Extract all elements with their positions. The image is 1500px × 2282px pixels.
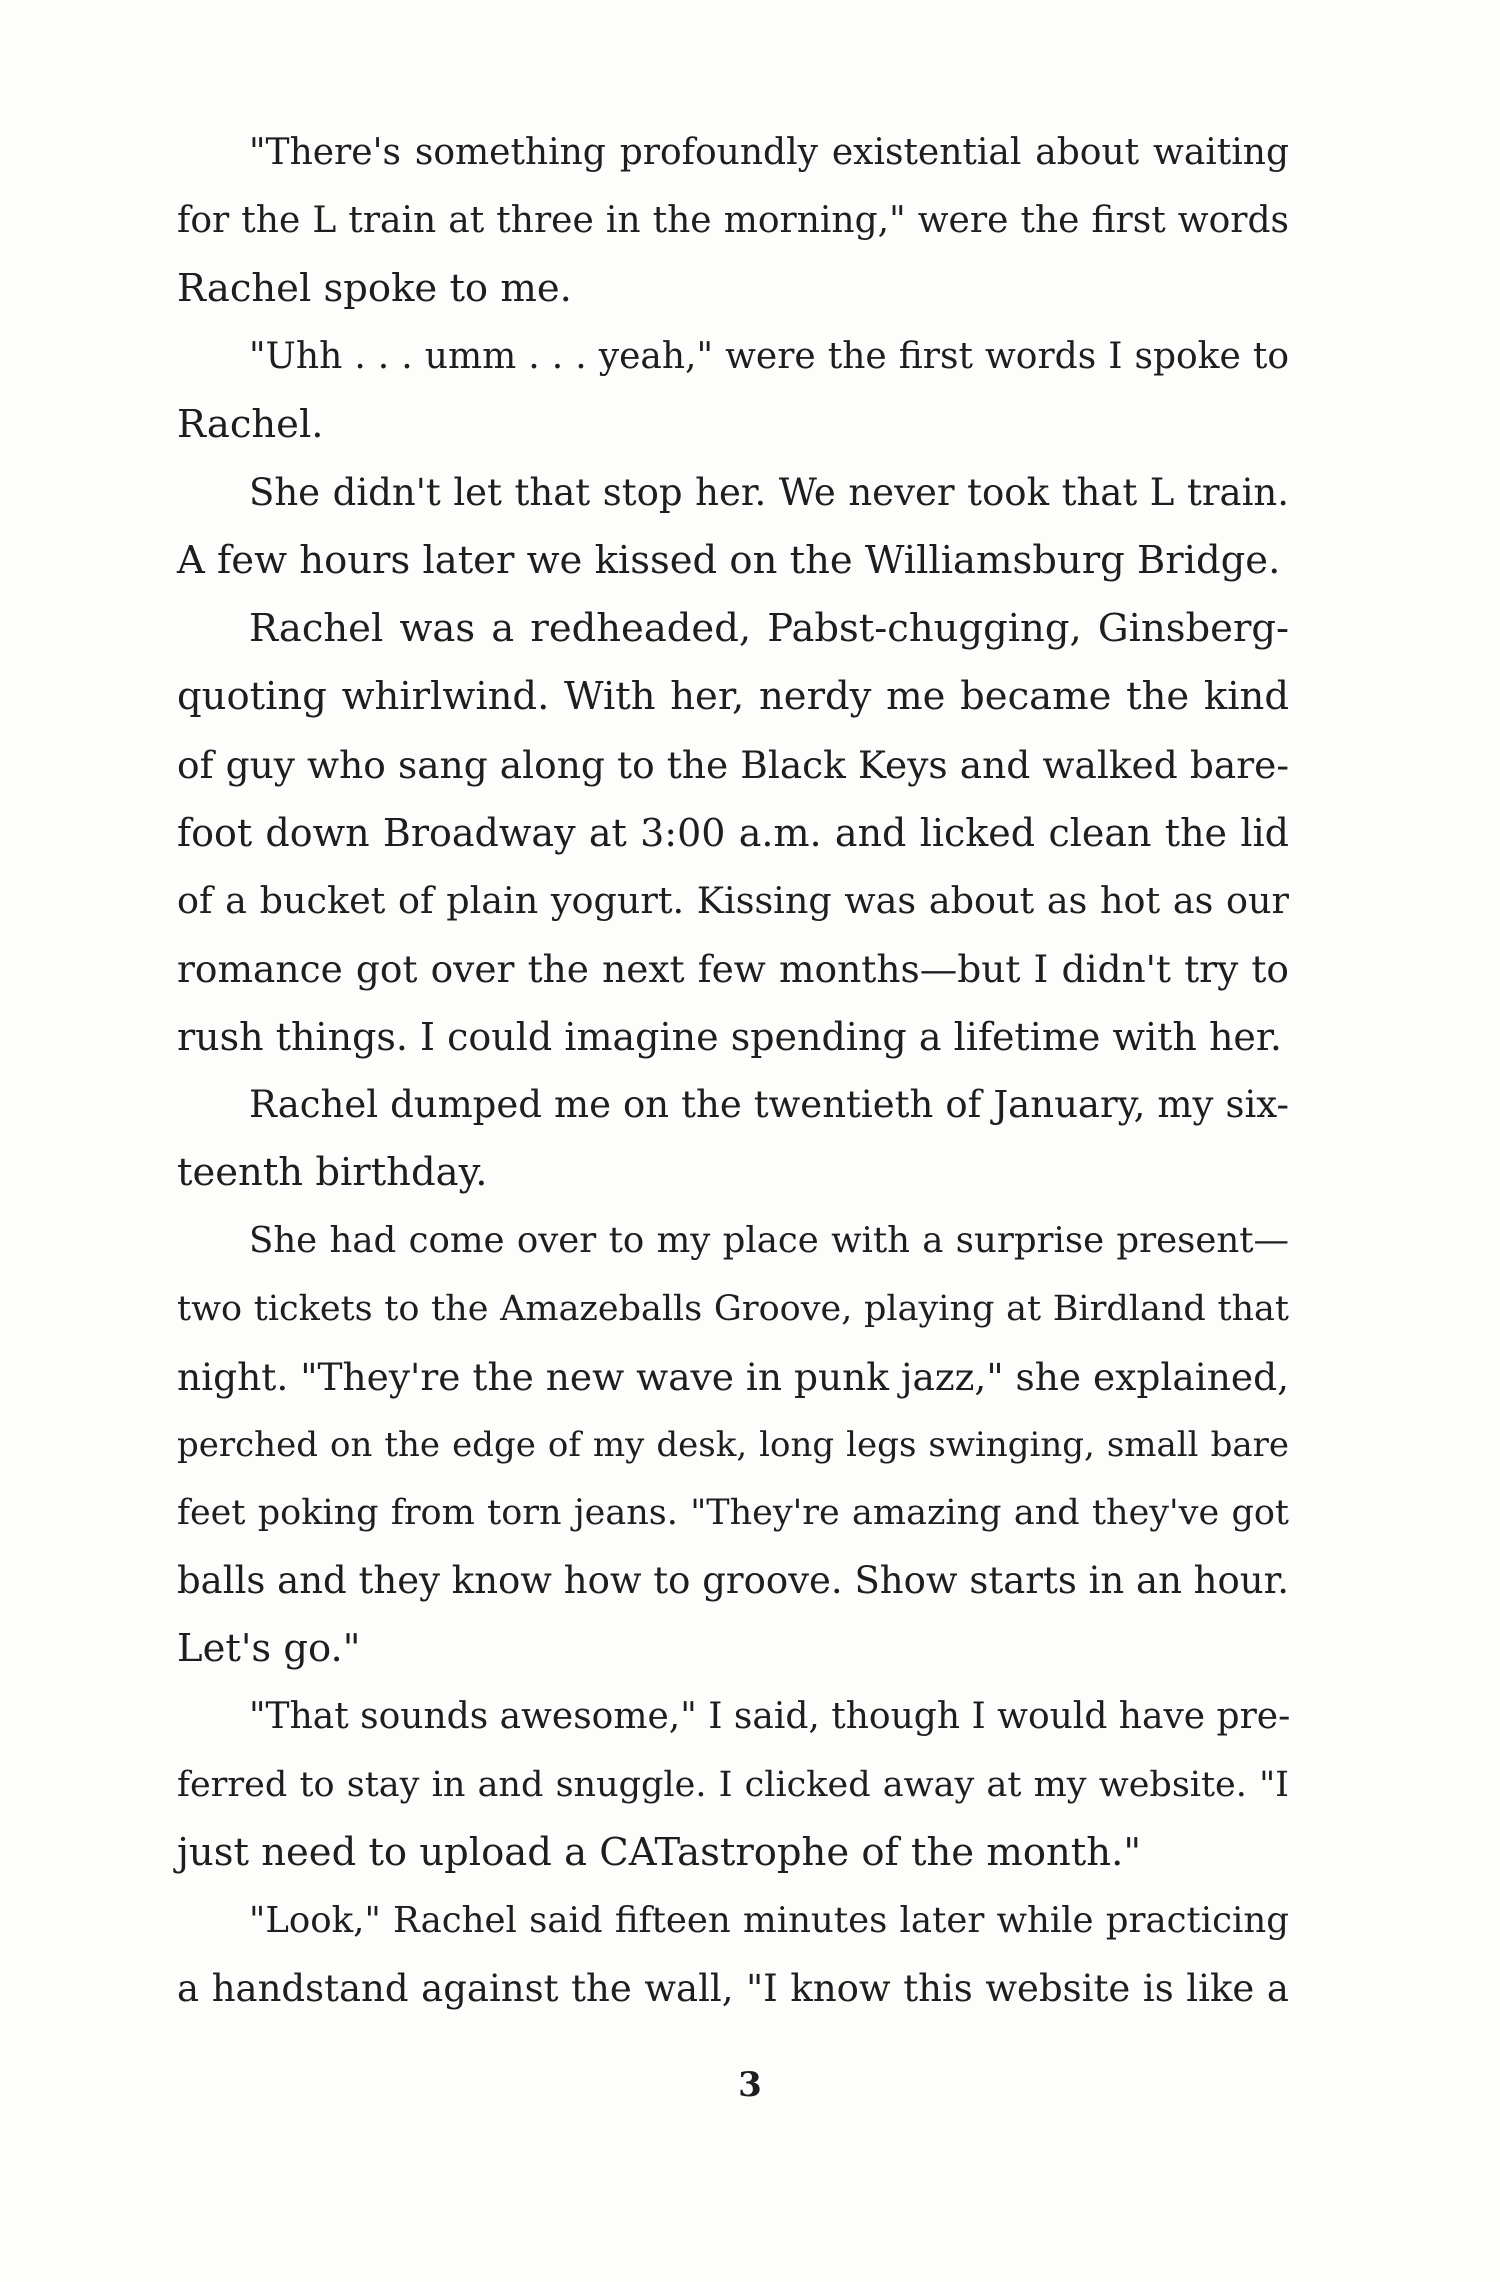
page-number: 3 [738,2065,762,2105]
text-line-15: Rachel dumped me on the twentieth of January, my six- [249,1083,1289,1126]
text-line-4: "Uhh . . . umm . . . yeah," were the first words I spoke to [249,336,1289,377]
text-line-5: Rachel. [177,402,324,447]
text-line-22: balls and they know how to groove. Show starts in an hour. [177,1559,1289,1602]
text-line-6: She didn't let that stop her. We never took that L train. [249,471,1289,514]
text-line-13: romance got over the next few months—but I didn't try to [177,947,1289,991]
text-line-21: feet poking from torn jeans. "They're amazing and they've got [177,1493,1289,1533]
text-line-28: a handstand against the wall, "I know this website is like a [177,1967,1289,2010]
text-line-3: Rachel spoke to me. [177,266,572,311]
text-line-27: "Look," Rachel said fifteen minutes later while practicing [249,1900,1289,1941]
text-line-8: Rachel was a redheaded, Pabst-chugging, Ginsberg- [249,606,1289,651]
text-line-14: rush things. I could imagine spending a lifetime with her. [177,1015,1282,1059]
text-line-7: A few hours later we kissed on the Williamsburg Bridge. [177,538,1281,583]
text-line-19: night. "They're the new wave in punk jazz," she explained, [177,1355,1289,1399]
text-line-26: just need to upload a CATastrophe of the month." [177,1830,1142,1875]
text-line-23: Let's go." [177,1626,361,1671]
text-line-25: ferred to stay in and snuggle. I clicked away at my website. "I [177,1765,1289,1805]
text-line-1: "There's something profoundly existential about waiting [249,132,1289,173]
text-line-2: for the L train at three in the morning," were the first words [177,200,1289,241]
text-line-12: of a bucket of plain yogurt. Kissing was about as hot as our [177,879,1289,922]
text-line-24: "That sounds awesome," I said, though I would have pre- [249,1696,1291,1737]
text-line-20: perched on the edge of my desk, long legs swinging, small bare [177,1425,1289,1465]
text-line-10: of guy who sang along to the Black Keys and walked bare- [177,743,1289,787]
text-line-11: foot down Broadway at 3:00 a.m. and licked clean the lid [177,811,1289,855]
text-line-18: two tickets to the Amazeballs Groove, playing at Birdland that [177,1289,1289,1329]
text-line-9: quoting whirlwind. With her, nerdy me became the kind [177,674,1289,719]
text-line-17: She had come over to my place with a surprise present— [249,1220,1289,1261]
text-line-16: teenth birthday. [177,1150,488,1195]
